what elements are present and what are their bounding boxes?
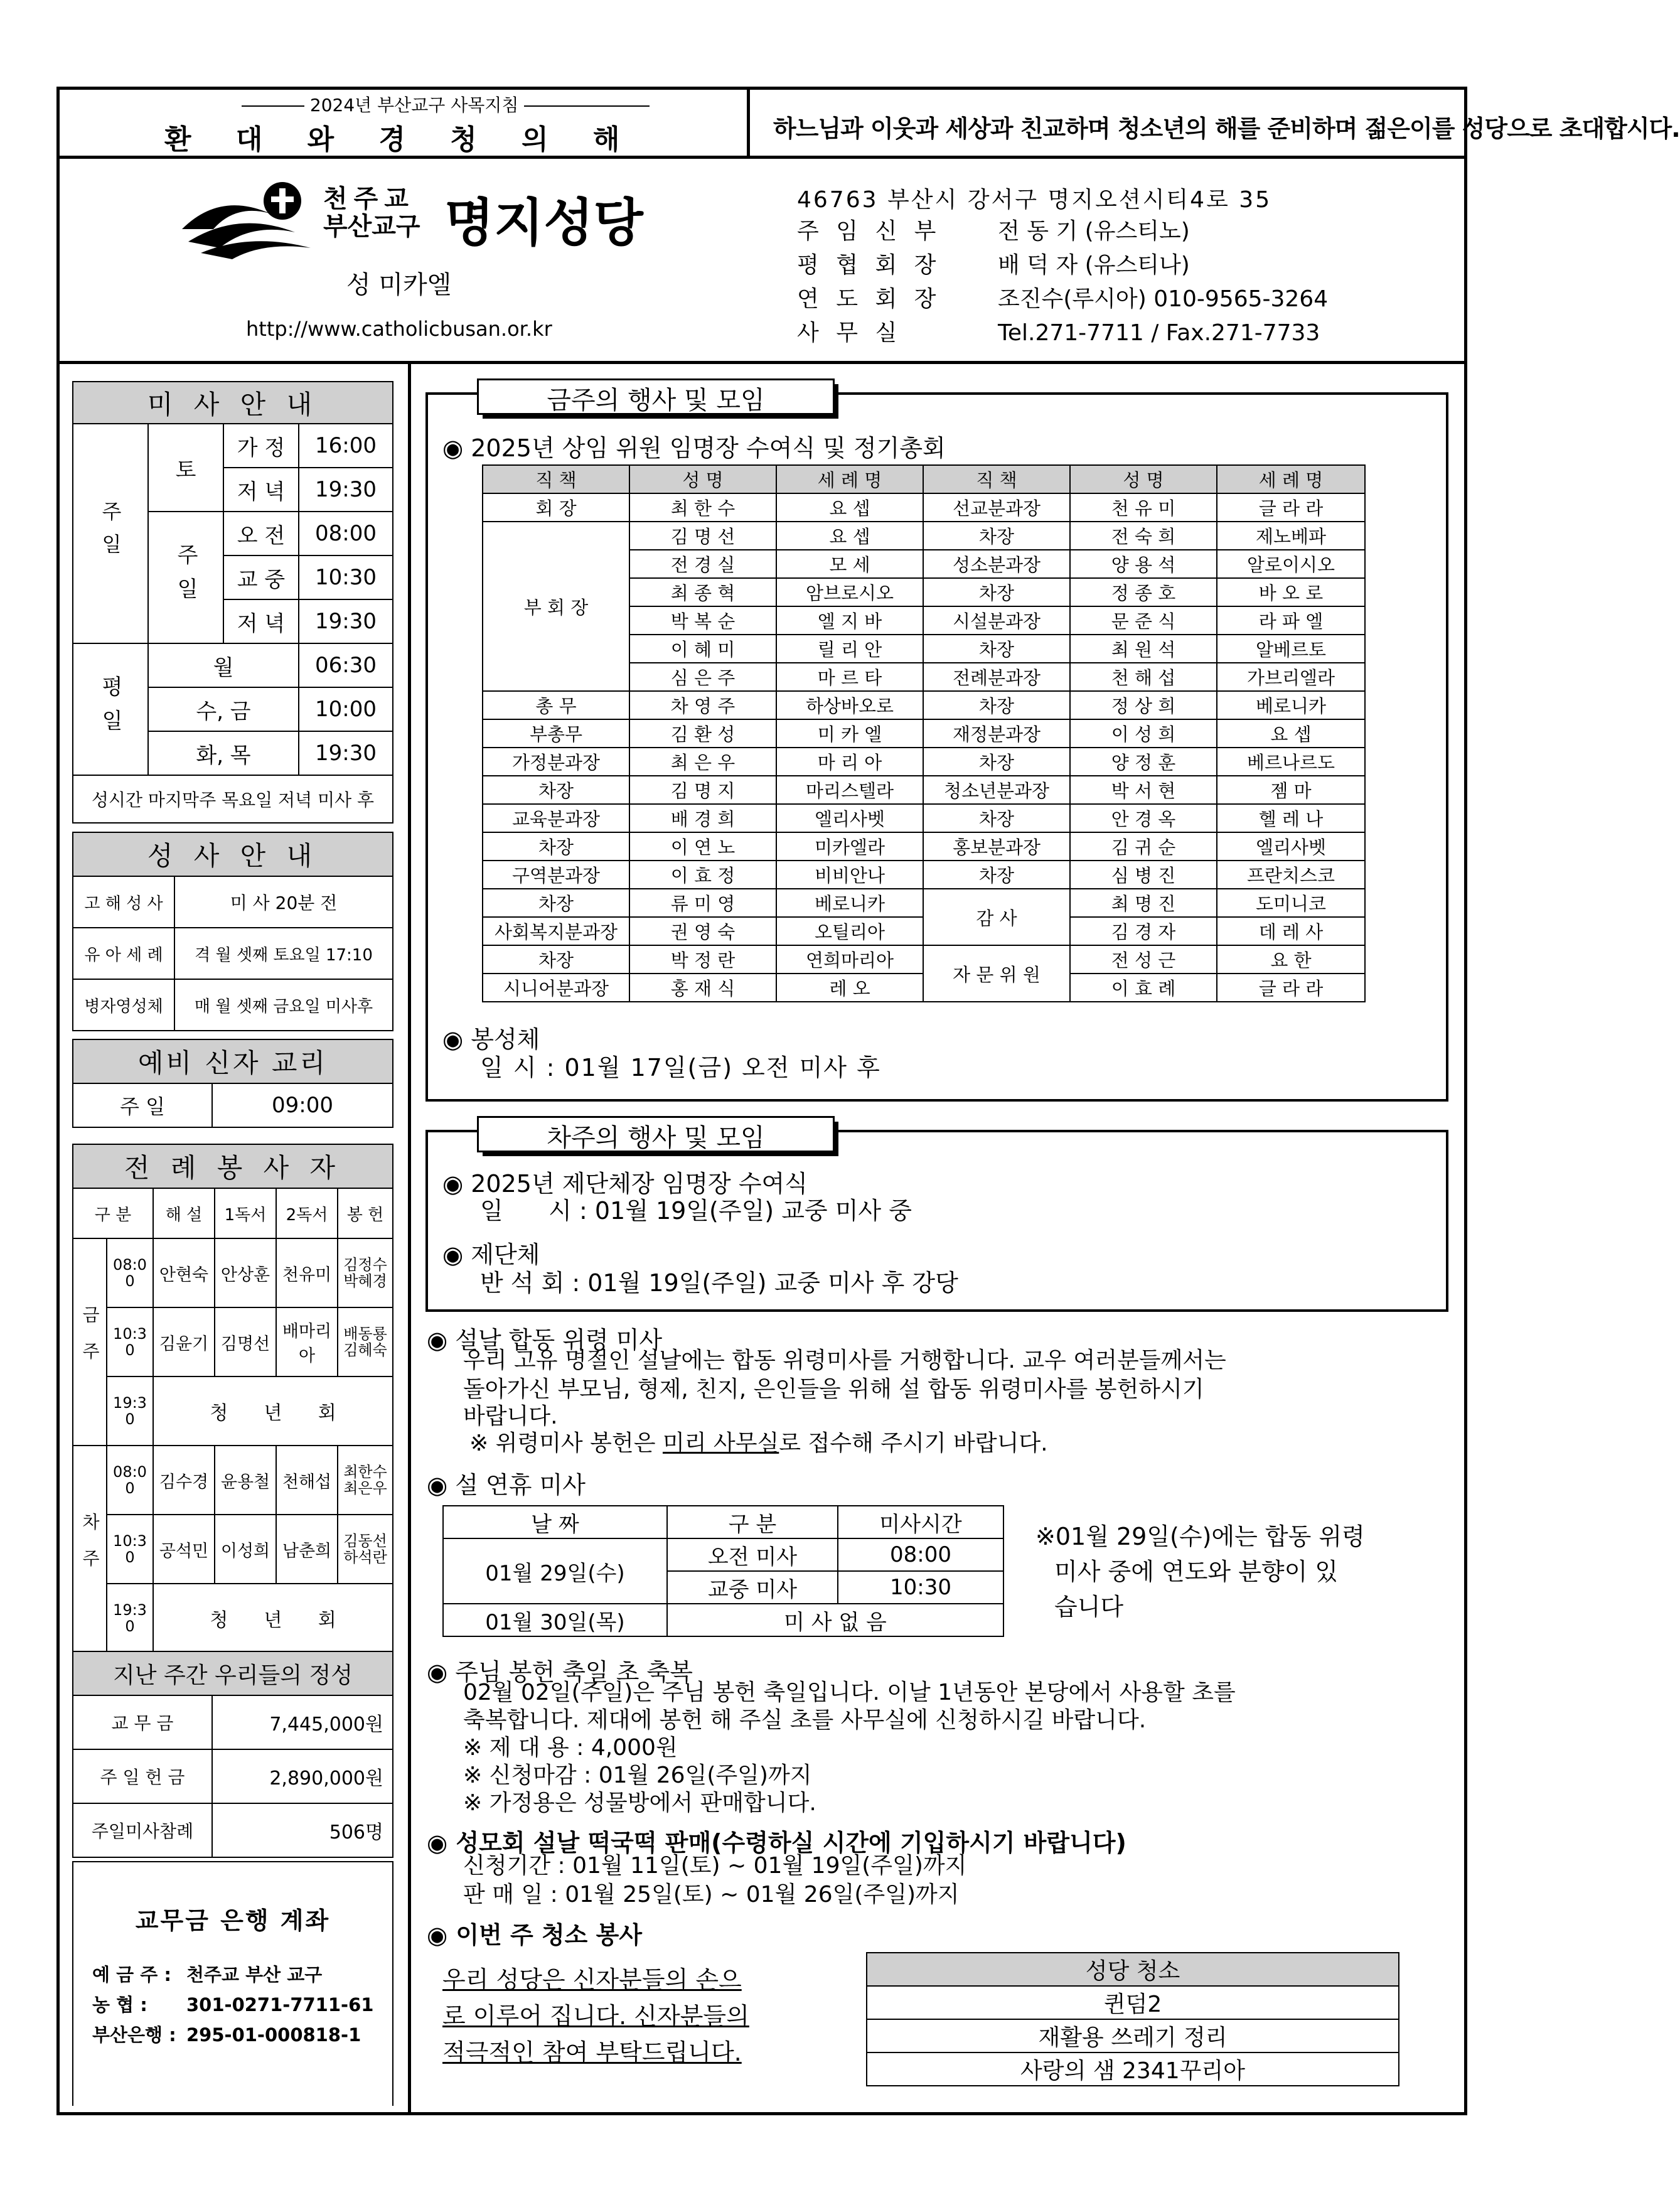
slogan: 하느님과 이웃과 세상과 친교하며 청소년의 해를 준비하며 젊은이를 성당으로 초대합시다.: [773, 115, 1680, 142]
motto-title: 환 대 와 경 청 의 해: [164, 124, 638, 156]
officer-baptismal: 릴 리 안: [776, 635, 923, 663]
officer-role: 홍보분과장: [923, 832, 1070, 861]
officer-name: 안 경 옥: [1070, 804, 1217, 832]
mass-time: 08:00: [299, 512, 393, 555]
sacrament-table: [72, 832, 393, 1031]
sacrament-name: 유 아 세 례: [73, 928, 174, 979]
officer-baptismal: 베로니카: [1217, 691, 1365, 719]
officer-role: 재정분과장: [923, 719, 1070, 748]
parish-logo: [176, 179, 320, 260]
cleaning-group: 퀸덤2: [867, 1986, 1399, 2019]
officer-name: 이 효 례: [1070, 974, 1217, 1002]
notice-cleaning-title: ◉ 이번 주 청소 봉사: [427, 1921, 643, 1949]
sacrament-title: 성 사 안 내: [73, 832, 393, 876]
mass-time: 19:30: [299, 731, 393, 775]
officer-role: 차장: [923, 861, 1070, 889]
officer-name: 최 원 석: [1070, 635, 1217, 663]
minister-name: 남춘희: [276, 1515, 338, 1584]
bank-box: [72, 1861, 393, 2106]
officer-role: 차장: [923, 748, 1070, 776]
catechism-title: 예비 신자 교리: [73, 1039, 393, 1083]
ministers-table: [72, 1144, 393, 1653]
officer-baptismal: 미카엘라: [776, 832, 923, 861]
officer-baptismal: 베로니카: [776, 889, 923, 917]
officers-header: 세 례 명: [776, 465, 923, 493]
mass-name: 월: [148, 643, 299, 687]
minister-name: 공석민: [153, 1515, 215, 1584]
sun-label: 주일: [148, 512, 223, 643]
minister-time: 10:30: [107, 1307, 153, 1376]
officer-role: 청소년분과장: [923, 776, 1070, 804]
officer-baptismal: 요 셉: [776, 493, 923, 522]
officer-name: 심 병 진: [1070, 861, 1217, 889]
holiday-time: 08:00: [838, 1538, 1003, 1571]
notice-memorial-title: ◉ 설날 합동 위령 미사: [427, 1326, 663, 1354]
offering-value: 7,445,000원: [212, 1695, 393, 1749]
officer-name: 정 종 호: [1070, 578, 1217, 606]
officer-baptismal: 헬 레 나: [1217, 804, 1365, 832]
minister-name: 최한수 최은우: [338, 1446, 393, 1515]
officer-role: 감 사: [923, 889, 1070, 945]
next-week-item1-text: 일 시 : 01월 19일(주일) 교중 미사 중: [480, 1197, 912, 1225]
officer-role: 부 회 장: [483, 522, 629, 691]
notice-cleaning-body: 우리 성당은 신자분들의 손으 로 이루어 집니다. 신자분들의 적극적인 참여 부탁드립니다.: [442, 1966, 749, 2066]
offering-value: 2,890,000원: [212, 1749, 393, 1803]
mass-time: 19:30: [299, 599, 393, 643]
officer-baptismal: 마 르 타: [776, 663, 923, 691]
this-week-item2: ◉ 봉성체: [442, 1026, 540, 1053]
officer-baptismal: 암브로시오: [776, 578, 923, 606]
header-rule: [56, 156, 1467, 159]
ministers-header: 봉 헌: [338, 1188, 393, 1238]
info-row: 주 임 신 부 전 동 기 (유스티노): [797, 218, 1190, 244]
officer-baptismal: 하상바오로: [776, 691, 923, 719]
info-row: 평 협 회 장 배 덕 자 (유스티나): [797, 252, 1190, 278]
ministers-title: 전 례 봉 사 자: [73, 1144, 393, 1188]
officer-name: 김 경 자: [1070, 917, 1217, 945]
officer-name: 김 환 성: [629, 719, 776, 748]
officer-baptismal: 모 세: [776, 550, 923, 578]
officer-name: 양 정 훈: [1070, 748, 1217, 776]
officer-role: 차장: [483, 945, 629, 974]
minister-name: 안상훈: [215, 1238, 276, 1307]
minister-name: 배마리아: [276, 1307, 338, 1376]
mass-time: 19:30: [299, 468, 393, 512]
holiday-date: 01월 29일(수): [443, 1538, 667, 1604]
minister-name: 배동룡 김혜숙: [338, 1307, 393, 1376]
ministers-header: 구 분: [73, 1188, 153, 1238]
officer-baptismal: 데 레 사: [1217, 917, 1365, 945]
ministers-header: 1독서: [215, 1188, 276, 1238]
sat-label: 토: [148, 424, 223, 512]
mass-name: 교 중: [223, 555, 299, 599]
officer-baptismal: 레 오: [776, 974, 923, 1002]
ministers-header: 해 설: [153, 1188, 215, 1238]
officer-name: 문 준 식: [1070, 606, 1217, 635]
officer-role: 사회복지분과장: [483, 917, 629, 945]
mass-time: 10:00: [299, 687, 393, 731]
officer-name: 최 은 우: [629, 748, 776, 776]
holiday-header: 구 분: [667, 1506, 838, 1538]
mass-name: 수, 금: [148, 687, 299, 731]
catechism-table: [72, 1039, 393, 1128]
officer-role: 교육분과장: [483, 804, 629, 832]
officer-role: 성소분과장: [923, 550, 1070, 578]
officer-role: 시니어분과장: [483, 974, 629, 1002]
mass-name: 저 녁: [223, 468, 299, 512]
section-rule: [56, 361, 1467, 364]
officer-name: 김 명 지: [629, 776, 776, 804]
website-link[interactable]: http://www.catholicbusan.or.kr: [246, 317, 552, 341]
officer-name: 이 연 노: [629, 832, 776, 861]
officer-name: 권 영 숙: [629, 917, 776, 945]
officer-name: 천 유 미: [1070, 493, 1217, 522]
officer-baptismal: 도미니코: [1217, 889, 1365, 917]
minister-name: 김윤기: [153, 1307, 215, 1376]
officer-name: 박 복 순: [629, 606, 776, 635]
offering-table: [72, 1651, 393, 1858]
officer-baptismal: 알베르토: [1217, 635, 1365, 663]
officer-role: 차장: [923, 691, 1070, 719]
offering-name: 주일미사참례: [73, 1803, 212, 1857]
mass-time: 10:30: [299, 555, 393, 599]
mass-name: 화, 목: [148, 731, 299, 775]
officer-role: 차장: [483, 832, 629, 861]
weekday-label: 평일: [73, 643, 148, 775]
officer-baptismal: 라 파 엘: [1217, 606, 1365, 635]
officer-role: 선교분과장: [923, 493, 1070, 522]
officers-table: [482, 464, 1366, 1002]
offering-value: 506명: [212, 1803, 393, 1857]
officer-name: 정 상 희: [1070, 691, 1217, 719]
sunday-label: 주일: [73, 424, 148, 643]
holiday-type: 교중 미사: [667, 1571, 838, 1604]
holy-hour-note: 성시간 마지막주 목요일 저녁 미사 후: [73, 775, 393, 823]
motto-year: 2024년 부산교구 사목지침: [242, 92, 650, 117]
officer-baptismal: 연희마리아: [776, 945, 923, 974]
parish-address: 46763 부산시 강서구 명지오션시티4로 35: [797, 187, 1272, 213]
holiday-note: ※01월 29일(수)에는 합동 위령 미사 중에 연도와 분향이 있 습니다: [1035, 1523, 1365, 1621]
notice-candle-body: 02월 02일(주일)은 주님 봉헌 축일입니다. 이날 1년동안 본당에서 사용할 초를 축복합니다. 제대에 봉헌 해 주실 초를 사무실에 신청하시길 바랍니다. ※ 제 대 용 : 4,000원 ※ 신청마감 : 01월 26일(주일)까지 ※ 가정용은 성물방에서 판매합니다.: [463, 1680, 1236, 1816]
minister-name: 안현숙: [153, 1238, 215, 1307]
officer-name: 김 귀 순: [1070, 832, 1217, 861]
next-week-item1: ◉ 2025년 제단체장 임명장 수여식: [442, 1170, 808, 1198]
holiday-header: 날 짜: [443, 1506, 667, 1538]
cleaning-table: [866, 1952, 1399, 2086]
officer-name: 최 종 혁: [629, 578, 776, 606]
officer-role: 차장: [923, 635, 1070, 663]
sacrament-value: 격 월 셋째 토요일 17:10: [174, 928, 393, 979]
next-week-label: 차주: [73, 1446, 107, 1653]
officer-name: 전 성 근: [1070, 945, 1217, 974]
officer-name: 최 명 진: [1070, 889, 1217, 917]
sacrament-value: 미 사 20분 전: [174, 876, 393, 928]
this-week-item2-text: 일 시 : 01월 17일(금) 오전 미사 후: [480, 1054, 881, 1081]
officer-role: 자 문 위 원: [923, 945, 1070, 1002]
cleaning-group: 사랑의 샘 2341꾸리아: [867, 2052, 1399, 2086]
officer-role: 가정분과장: [483, 748, 629, 776]
officer-baptismal: 엘리사벳: [1217, 832, 1365, 861]
minister-time: 08:00: [107, 1238, 153, 1307]
officer-baptismal: 요 셉: [776, 522, 923, 550]
next-week-item2: ◉ 제단체: [442, 1241, 540, 1269]
officers-header: 직 책: [483, 465, 629, 493]
officer-name: 전 경 실: [629, 550, 776, 578]
sacrament-name: 병자영성체: [73, 979, 174, 1031]
officer-baptismal: 엘 지 바: [776, 606, 923, 635]
this-week-label: 금주: [73, 1238, 107, 1446]
minister-name: 김수경: [153, 1446, 215, 1515]
officer-role: 전례분과장: [923, 663, 1070, 691]
holiday-date: 01월 30일(목): [443, 1604, 667, 1636]
officers-header: 직 책: [923, 465, 1070, 493]
officer-baptismal: 바 오 로: [1217, 578, 1365, 606]
notice-candle-title: ◉ 주님 봉헌 축일 초 축복: [427, 1658, 693, 1686]
offering-name: 교 무 금: [73, 1695, 212, 1749]
holiday-header: 미사시간: [838, 1506, 1003, 1538]
minister-name: 윤용철: [215, 1446, 276, 1515]
officer-role: 차장: [923, 578, 1070, 606]
officer-name: 전 숙 희: [1070, 522, 1217, 550]
officer-name: 이 혜 미: [629, 635, 776, 663]
officer-role: 차장: [483, 776, 629, 804]
cleaning-title: 성당 청소: [867, 1953, 1399, 1986]
catechism-time: 09:00: [212, 1083, 393, 1127]
officer-baptismal: 글 라 라: [1217, 974, 1365, 1002]
officer-name: 이 효 정: [629, 861, 776, 889]
officer-name: 배 경 희: [629, 804, 776, 832]
officer-baptismal: 비비안나: [776, 861, 923, 889]
officer-baptismal: 제노베파: [1217, 522, 1365, 550]
patron-saint: 성 미카엘: [346, 271, 452, 299]
officer-role: 시설분과장: [923, 606, 1070, 635]
officer-baptismal: 마리스텔라: [776, 776, 923, 804]
youth-group: 청 년 회: [153, 1376, 393, 1446]
holiday-none: 미 사 없 음: [667, 1604, 1003, 1636]
youth-group: 청 년 회: [153, 1584, 393, 1653]
minister-name: 김명선: [215, 1307, 276, 1376]
notice-memorial-body: 우리 고유 명절인 설날에는 합동 위령미사를 거행합니다. 교우 여러분들께서는 돌아가신 부모님, 형제, 친지, 은인들을 위해 설 합동 위령미사를 봉헌하시기 바랍니다. ※ 위령미사 봉헌은 미리 사무실로 접수해 주시기 바랍니다.: [463, 1348, 1226, 1456]
officer-role: 차장: [483, 889, 629, 917]
cleaning-group: 재활용 쓰레기 정리: [867, 2019, 1399, 2052]
officer-baptismal: 글 라 라: [1217, 493, 1365, 522]
minister-time: 10:30: [107, 1515, 153, 1584]
header-divider: [747, 87, 750, 157]
column-divider: [408, 363, 411, 2114]
info-row: 연 도 회 장 조진수(루시아) 010-9565-3264: [797, 286, 1329, 312]
minister-name: 김정수 박혜경: [338, 1238, 393, 1307]
info-row: 사 무 실 Tel.271-7711 / Fax.271-7733: [797, 320, 1320, 346]
officer-name: 김 명 선: [629, 522, 776, 550]
officer-name: 홍 재 식: [629, 974, 776, 1002]
officer-name: 류 미 영: [629, 889, 776, 917]
officers-header: 세 례 명: [1217, 465, 1365, 493]
officers-header: 성 명: [1070, 465, 1217, 493]
officer-baptismal: 베르나르도: [1217, 748, 1365, 776]
catechism-day: 주 일: [73, 1083, 212, 1127]
officer-name: 차 영 주: [629, 691, 776, 719]
notice-ricecake-title: ◉ 성모회 설날 떡국떡 판매(수령하실 시간에 기입하시기 바랍니다): [427, 1829, 1126, 1857]
next-week-item2-text: 반 석 회 : 01월 19일(주일) 교중 미사 후 강당: [480, 1269, 958, 1297]
holiday-mass-table: [442, 1505, 1004, 1637]
officer-baptismal: 엘리사벳: [776, 804, 923, 832]
this-week-item1: ◉ 2025년 상임 위원 임명장 수여식 및 정기총회: [442, 434, 946, 462]
officer-baptismal: 프란치스코: [1217, 861, 1365, 889]
next-week-title: 차주의 행사 및 모임: [477, 1116, 835, 1152]
offering-title: 지난 주간 우리들의 정성: [73, 1651, 393, 1695]
mass-name: 가 정: [223, 424, 299, 468]
officer-name: 천 해 섭: [1070, 663, 1217, 691]
officer-name: 이 성 희: [1070, 719, 1217, 748]
parish-name: 명지성당: [444, 193, 643, 253]
minister-name: 김동선 하석란: [338, 1515, 393, 1584]
mass-schedule: [72, 381, 393, 824]
minister-name: 천해섭: [276, 1446, 338, 1515]
mass-title: 미 사 안 내: [73, 382, 393, 424]
officer-baptismal: 마 리 아: [776, 748, 923, 776]
officer-role: 구역분과장: [483, 861, 629, 889]
officer-name: 심 은 주: [629, 663, 776, 691]
mass-name: 저 녁: [223, 599, 299, 643]
officer-baptismal: 요 한: [1217, 945, 1365, 974]
officers-header: 성 명: [629, 465, 776, 493]
officer-role: 차장: [923, 804, 1070, 832]
minister-name: 천유미: [276, 1238, 338, 1307]
ministers-header: 2독서: [276, 1188, 338, 1238]
officer-role: 차장: [923, 522, 1070, 550]
this-week-title: 금주의 행사 및 모임: [477, 378, 835, 415]
holiday-type: 오전 미사: [667, 1538, 838, 1571]
notice-ricecake-body: 신청기간 : 01월 11일(토) ~ 01월 19일(주일)까지 판 매 일 : 01월 25일(토) ~ 01월 26일(주일)까지: [463, 1853, 967, 1908]
mass-time: 16:00: [299, 424, 393, 468]
officer-baptismal: 미 카 엘: [776, 719, 923, 748]
holiday-time: 10:30: [838, 1571, 1003, 1604]
minister-time: 19:30: [107, 1376, 153, 1446]
mass-time: 06:30: [299, 643, 393, 687]
mass-name: 오 전: [223, 512, 299, 555]
bank-accounts: 예 금 주 : 천주교 부산 교구 농 협 : 301-0271-7711-61 부산은행 : 295-01-000818-1: [92, 1964, 374, 2046]
officer-role: 총 무: [483, 691, 629, 719]
officer-baptismal: 가브리엘라: [1217, 663, 1365, 691]
officer-name: 박 서 현: [1070, 776, 1217, 804]
officer-baptismal: 알로이시오: [1217, 550, 1365, 578]
officer-role: 회 장: [483, 493, 629, 522]
officer-name: 박 정 란: [629, 945, 776, 974]
bank-title: 교무금 은행 계좌: [135, 1907, 331, 1934]
minister-time: 19:30: [107, 1584, 153, 1653]
sacrament-name: 고 해 성 사: [73, 876, 174, 928]
officer-role: 부총무: [483, 719, 629, 748]
officer-name: 최 한 수: [629, 493, 776, 522]
officer-baptismal: 오틸리아: [776, 917, 923, 945]
notice-holiday-title: ◉ 설 연휴 미사: [427, 1471, 586, 1499]
minister-time: 08:00: [107, 1446, 153, 1515]
offering-name: 주 일 헌 금: [73, 1749, 212, 1803]
parish-info: [797, 215, 1425, 350]
sacrament-value: 매 월 셋째 금요일 미사후: [174, 979, 393, 1031]
officer-baptismal: 젬 마: [1217, 776, 1365, 804]
officer-baptismal: 요 셉: [1217, 719, 1365, 748]
officer-name: 양 용 석: [1070, 550, 1217, 578]
minister-name: 이성희: [215, 1515, 276, 1584]
diocese-name: 천주교 부산교구: [323, 185, 420, 241]
